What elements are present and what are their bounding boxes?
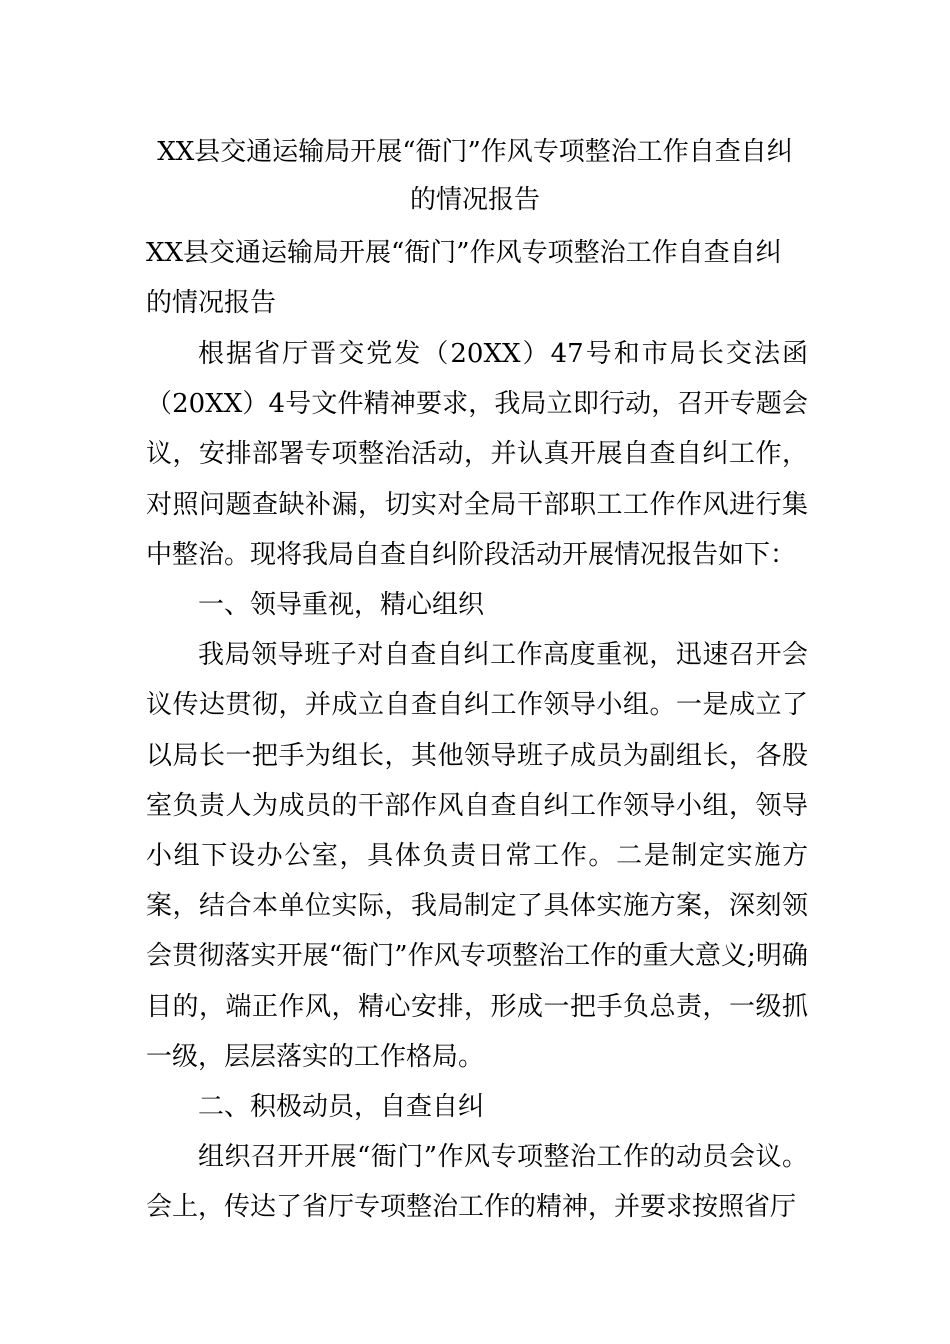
paragraph-section-1: 我局领导班子对自查自纠工作高度重视，迅速召开会议传达贯彻，并成立自查自纠工作领导小组。一是成立了以局长一把手为组长，其他领导班子成员为副组长，各股室负责人为成员的干部作风自查自纠工作领导小组，领导小组下设办公室，具体负责日常工作。二是制定实施方案，结合本单位实际，我局制定了具体实施方案，深刻领会贯彻落实开展“衙门”作风专项整治工作的重大意义;明确目的，端正作风，精心安排，形成一把手负总责，一级抓一级，层层落实的工作格局。 (146, 640, 808, 1072)
section-heading-1: 一、领导重视，精心组织 (198, 590, 485, 621)
paragraph-intro: 根据省厅晋交党发（20XX）47号和市局长交法函（20XX）4号文件精神要求，我局立即行动，召开专题会议，安排部署专项整治活动，并认真开展自查自纠工作，对照问题查缺补漏，切实对全局干部职工工作作风进行集中整治。现将我局自查自纠阶段活动开展情况报告如下： (146, 339, 808, 570)
title-line-1: XX县交通运输局开展“衙门”作风专项整治工作自查自纠 (157, 137, 793, 167)
title-line-2: 的情况报告 (409, 185, 540, 215)
section-heading-2: 二、积极动员，自查自纠 (198, 1092, 485, 1123)
document-subtitle: XX县交通运输局开展“衙门”作风专项整治工作自查自纠的情况报告 (146, 238, 782, 318)
document-body (146, 329, 808, 1233)
paragraph-section-2: 组织召开开展“衙门”作风专项整治工作的动员会议。会上，传达了省厅专项整治工作的精神，并要求按照省厅 (146, 1142, 808, 1223)
document-title (100, 128, 850, 224)
